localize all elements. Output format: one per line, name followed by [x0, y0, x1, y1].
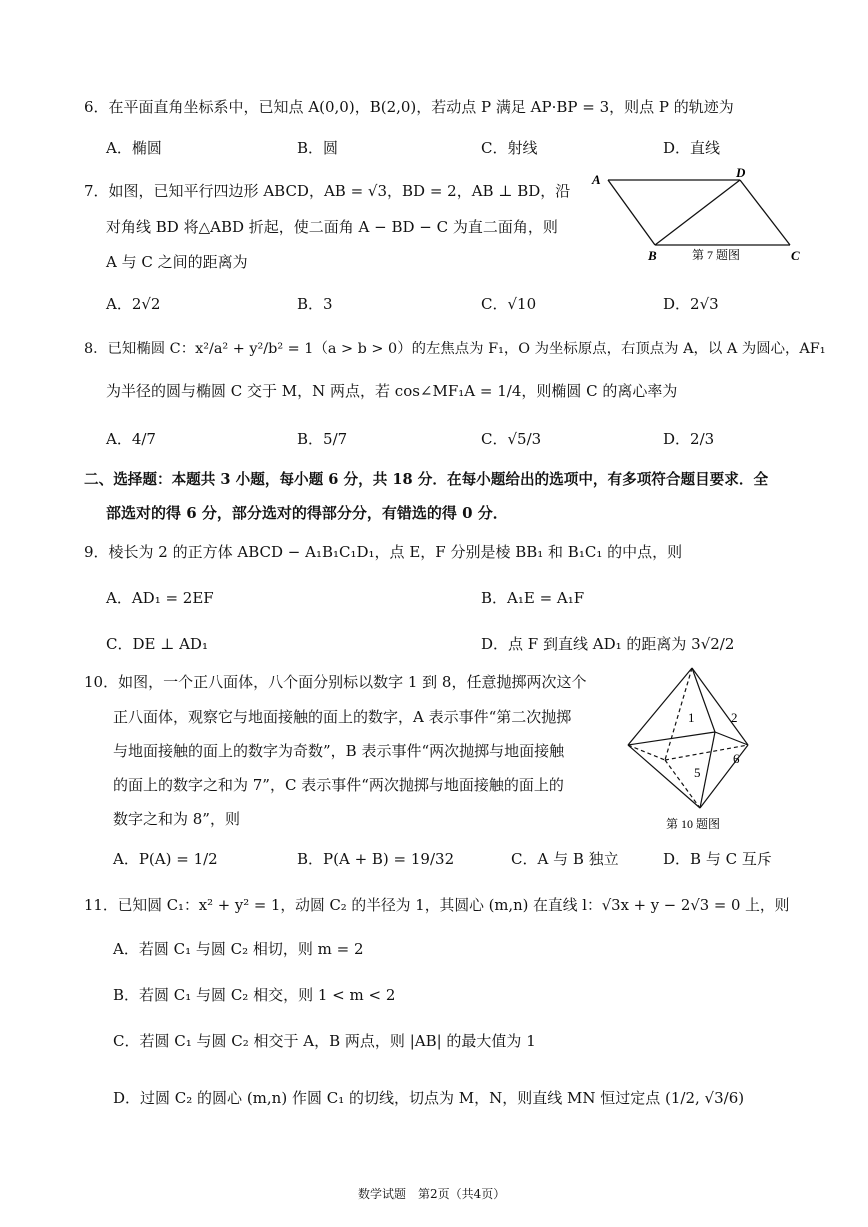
q7-label-a: A	[592, 172, 601, 187]
q7-label-c: C	[791, 248, 800, 263]
q10-face-6: 6	[733, 751, 740, 766]
q7-figure	[580, 165, 810, 270]
q7-label-d: D	[736, 165, 746, 180]
q7-option-c: C．√10	[481, 295, 537, 313]
q9-stem: 9．棱长为 2 的正方体 ABCD − A₁B₁C₁D₁，点 E，F 分别是棱 BB₁ 和 B₁C₁ 的中点，则	[84, 543, 683, 561]
q10-option-d: D．B 与 C 互斥	[663, 850, 772, 868]
q10-line3: 与地面接触的面上的数字为奇数”，B 表示事件“两次抛掷与地面接触	[113, 742, 565, 760]
q10-line5: 数字之和为 8”，则	[113, 810, 240, 828]
page-footer: 数学试题 第2页（共4页）	[358, 1187, 506, 1201]
q7-option-b: B．3	[297, 295, 333, 313]
q11-option-a: A．若圆 C₁ 与圆 C₂ 相切，则 m = 2	[113, 940, 364, 958]
q9-option-a: A．AD₁ = 2EF	[106, 589, 214, 607]
q7-line2: 对角线 BD 将△ABD 折起，使二面角 A − BD − C 为直二面角，则	[106, 218, 558, 236]
q10-figure-caption: 第 10 题图	[666, 817, 721, 831]
q10-line2: 正八面体，观察它与地面接触的面上的数字，A 表示事件“第二次抛掷	[113, 708, 572, 726]
q10-face-2: 2	[731, 710, 738, 725]
q11-option-b: B．若圆 C₁ 与圆 C₂ 相交，则 1 < m < 2	[113, 986, 396, 1004]
q10-face-5: 5	[694, 765, 701, 780]
q6-option-d: D．直线	[663, 139, 721, 157]
q10-face-1: 1	[688, 710, 695, 725]
q9-option-c: C．DE ⊥ AD₁	[106, 635, 208, 653]
q8-line1: 8．已知椭圆 C：x²/a² + y²/b² = 1（a > b > 0）的左焦点为 F₁，O 为坐标原点，右顶点为 A，以 A 为圆心，AF₁	[84, 341, 826, 357]
q10-line1: 10．如图，一个正八面体，八个面分别标以数字 1 到 8，任意抛掷两次这个	[84, 673, 587, 691]
q8-option-d: D．2/3	[663, 430, 715, 448]
q8-option-c: C．√5/3	[481, 430, 542, 448]
q6-option-a: A．椭圆	[106, 139, 162, 157]
q7-figure-caption: 第 7 题图	[692, 248, 741, 262]
q9-option-b: B．A₁E = A₁F	[481, 589, 585, 607]
q11-stem: 11．已知圆 C₁：x² + y² = 1，动圆 C₂ 的半径为 1，其圆心 (m,n) 在直线 l：√3x + y − 2√3 = 0 上，则	[84, 897, 790, 914]
q7-line1: 7．如图，已知平行四边形 ABCD，AB = √3，BD = 2，AB ⊥ BD，沿	[84, 182, 571, 200]
q8-option-b: B．5/7	[297, 430, 348, 448]
q7-option-d: D．2√3	[663, 295, 719, 313]
q10-option-a: A．P(A) = 1/2	[113, 850, 218, 868]
q8-line2: 为半径的圆与椭圆 C 交于 M，N 两点，若 cos∠MF₁A = 1/4，则椭圆 C 的离心率为	[106, 382, 678, 400]
q7-option-a: A．2√2	[106, 295, 161, 313]
section2-line1: 二、选择题：本题共 3 小题，每小题 6 分，共 18 分．在每小题给出的选项中，有多项符合题目要求．全	[84, 471, 769, 488]
q6-option-b: B．圆	[297, 139, 339, 157]
q10-figure	[620, 660, 770, 835]
q6-option-c: C．射线	[481, 139, 538, 157]
q10-option-b: B．P(A + B) = 19/32	[297, 850, 455, 868]
q6-stem: 6．在平面直角坐标系中，已知点 A(0,0)，B(2,0)，若动点 P 满足 AP·BP = 3，则点 P 的轨迹为	[84, 98, 734, 116]
q8-option-a: A．4/7	[106, 430, 156, 448]
q9-option-d: D．点 F 到直线 AD₁ 的距离为 3√2/2	[481, 635, 735, 653]
section2-line2: 部选对的得 6 分，部分选对的得部分分，有错选的得 0 分．	[106, 504, 508, 522]
q11-option-d: D．过圆 C₂ 的圆心 (m,n) 作圆 C₁ 的切线，切点为 M，N，则直线 MN 恒过定点 (1/2, √3/6)	[113, 1089, 745, 1107]
q10-option-c: C．A 与 B 独立	[511, 850, 619, 868]
q10-line4: 的面上的数字之和为 7”，C 表示事件“两次抛掷与地面接触的面上的	[113, 776, 564, 794]
q7-label-b: B	[648, 248, 657, 263]
q11-option-c: C．若圆 C₁ 与圆 C₂ 相交于 A，B 两点，则 |AB| 的最大值为 1	[113, 1032, 536, 1050]
q7-line3: A 与 C 之间的距离为	[106, 253, 248, 271]
